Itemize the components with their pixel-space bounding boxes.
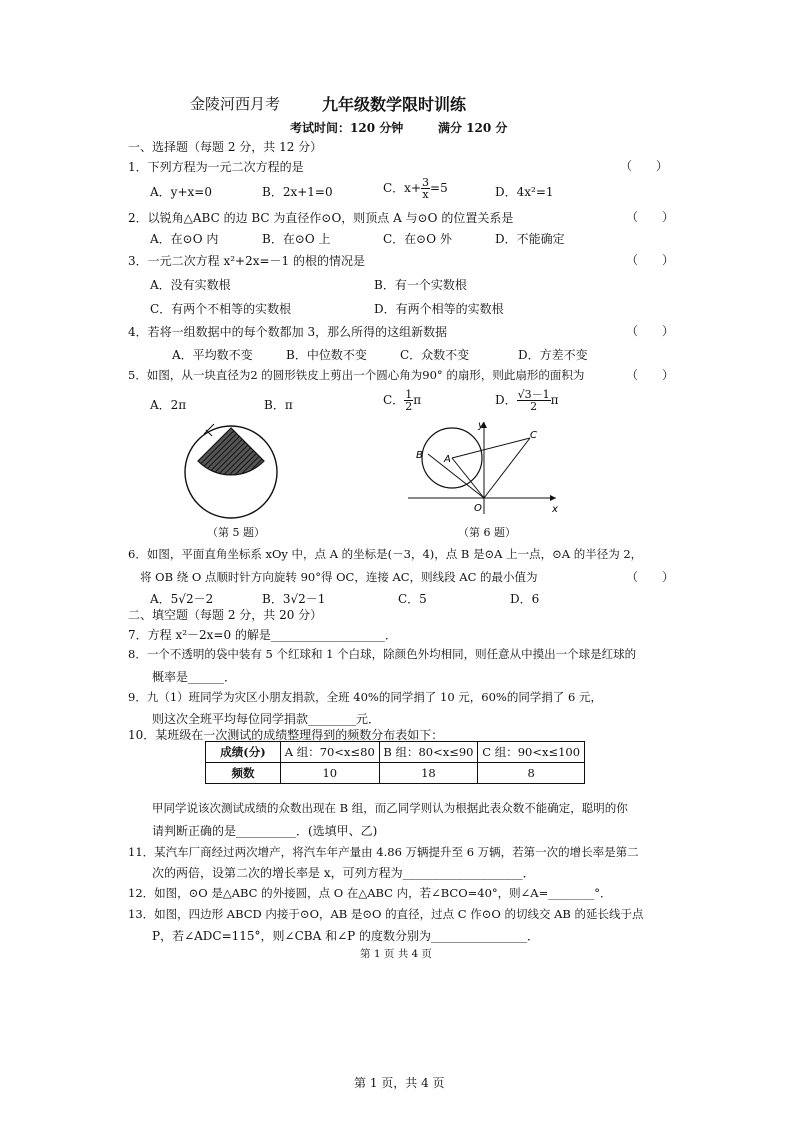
fig6-caption: （第 6 题） [458,526,516,539]
fraction-numerator: 1 [405,388,413,401]
q12[interactable]: 12．如图，⊙O 是△ABC 的外接圆，点 O 在△ABC 内，若∠BCO=40°，则∠A=________°． [128,886,612,900]
q8-line1: 8．一个不透明的袋中装有 5 个红球和 1 个白球，除颜色外均相同，则任意从中摸出一个球是红球的 [128,647,637,661]
fraction-numerator: √3－1 [517,388,550,401]
fig6-label-y: y [478,420,484,431]
q10-line3[interactable]: 请判断正确的是__________．(选填甲、乙) [152,824,378,838]
q5-stem: 5．如图，从一块直径为2 的圆形铁皮上剪出一个圆心角为90° 的扇形，则此扇形的面积为 [128,368,585,382]
fraction-denominator: 2 [530,400,538,413]
fig6-label-b: B [416,450,423,461]
fraction-denominator: x [422,188,429,201]
q9-line1: 9．九（1）班同学为灾区小朋友捐款，全班 40%的同学捐了 10 元，60%的同学捐了 6 元， [128,690,602,704]
q3-answer-paren[interactable]: （ ） [626,253,675,267]
q6-option-a: A．5√2－2 [150,592,214,606]
inner-page-footer: 第 1 页 共 4 页 [360,948,433,960]
q2-option-a: A．在⊙O 内 [150,232,219,246]
fig5-sector [198,428,264,475]
fig6-segment-ao [452,458,484,498]
q5-option-d [495,389,559,412]
table-header-cell: A 组：70<x≤80 [281,742,380,763]
fraction-denominator: 2 [405,400,413,413]
q1-stem: 1．下列方程为一元二次方程的是 [128,160,304,174]
q7[interactable]: 7．方程 x²－2x=0 的解是___________________． [128,628,397,642]
table-header-cell: C 组：90<x≤100 [478,742,585,763]
q13-line1: 13．如图，四边形 ABCD 内接于⊙O，AB 是⊙O 的直径，过点 C 作⊙O 的切线交 AB 的延长线于点 [128,907,644,921]
q10-stem: 10．某班级在一次测试的成绩整理得到的频数分布表如下： [128,728,444,742]
figure-6 [408,414,568,520]
table-row [206,763,585,784]
q4-stem: 4．若将一组数据中的每个数都加 3，那么所得的这组新数据 [128,325,448,339]
q5-option-c [383,389,421,412]
fig6-segment-ac [452,438,530,458]
fig6-label-c: C [530,430,537,441]
q6-stem-line2: 将 OB 绕 O 点顺时针方向旋转 90°得 OC，连接 AC，则线段 AC 的最小值为 [140,570,538,584]
table-cell: 18 [379,763,478,784]
q5-option-b: B．π [264,398,293,412]
exam-time: 考试时间：120 分钟 [290,121,404,135]
section1-heading: 一、选择题（每题 2 分，共 12 分） [128,140,323,154]
fig5-caption: （第 5 题） [207,526,265,539]
q2-stem: 2．以锐角△ABC 的边 BC 为直径作⊙O，则顶点 A 与⊙O 的位置关系是 [128,211,514,225]
table-cell: 10 [281,763,380,784]
q5-answer-paren[interactable]: （ ） [626,368,675,382]
q1-option-a: A．y+x=0 [150,185,212,199]
q6-answer-paren[interactable]: （ ） [626,570,675,584]
q6-stem-line1: 6．如图，平面直角坐标系 xOy 中，点 A 的坐标是(－3，4)，点 B 是⊙A 上一点，⊙A 的半径为 2， [128,547,643,561]
page-footer: 第 1 页，共 4 页 [354,1076,445,1090]
q11-line1: 11．某汽车厂商经过两次增产，将汽车年产量由 4.86 万辆提升至 6 万辆，若第一次的增长率是第二 [128,845,639,859]
q5-option-d-tail: π [550,393,559,407]
q1-option-d: D．4x²=1 [495,185,554,199]
fig6-label-o: O [474,503,482,514]
q5-option-c-fraction [404,389,413,412]
q9-line2[interactable]: 则这次全班平均每位同学捐款________元． [152,712,381,726]
q3-option-d: D．有两个相等的实数根 [374,302,504,316]
table-header-cell: 成绩(分) [206,742,281,763]
q1-option-c-tail: =5 [430,181,448,195]
table-header-cell: B 组：80<x≤90 [379,742,478,763]
q1-answer-paren[interactable]: （ ） [620,159,669,173]
full-score: 满分 120 分 [438,121,508,135]
q3-stem: 3．一元二次方程 x²+2x=－1 的根的情况是 [128,254,365,268]
q5-option-d-text: D． [495,393,517,407]
section2-heading: 二、填空题（每题 2 分，共 20 分） [128,608,323,622]
q4-option-c: C．众数不变 [400,348,470,362]
q1-option-c-text: C．x+ [383,181,422,195]
page-title: 九年级数学限时训练 [322,95,467,114]
q10-line2: 甲同学说该次测试成绩的众数出现在 B 组，而乙同学则认为根据此表众数不能确定，聪明的你 [152,801,628,815]
q2-option-c: C．在⊙O 外 [383,232,452,246]
fig6-segment-oc [484,438,530,498]
table-row [206,742,585,763]
fraction-numerator: 3 [422,176,430,189]
q1-option-c-fraction [421,177,430,200]
q4-answer-paren[interactable]: （ ） [626,324,675,338]
q5-option-d-fraction [517,389,551,412]
q11-line2[interactable]: 次的两倍，设第二次的增长率是 x，可列方程为____________________． [152,866,535,880]
table-cell: 8 [478,763,585,784]
q3-option-c: C．有两个不相等的实数根 [150,302,292,316]
table-row-label: 频数 [206,763,281,784]
q6-option-b: B．3√2－1 [262,592,326,606]
figure-5 [176,420,286,520]
q2-option-d: D．不能确定 [495,232,565,246]
q4-option-b: B．中位数不变 [286,348,367,362]
q5-option-c-text: C． [383,393,405,407]
q3-option-a: A．没有实数根 [150,278,231,292]
q1-option-b: B．2x+1=0 [262,185,333,199]
q2-option-b: B．在⊙O 上 [262,232,331,246]
q4-option-d: D．方差不变 [518,348,588,362]
q5-option-c-tail: π [413,393,422,407]
q6-option-c: C．5 [398,592,427,606]
school-name: 金陵河西月考 [190,95,281,113]
q3-option-b: B．有一个实数根 [374,278,467,292]
q13-line2[interactable]: P，若∠ADC=115°，则∠CBA 和∠P 的度数分别为________________． [152,929,540,943]
q8-line2[interactable]: 概率是______． [152,670,237,684]
fig6-label-x: x [552,504,558,515]
q6-option-d: D．6 [510,592,540,606]
fig6-label-a: A [444,454,451,465]
q2-answer-paren[interactable]: （ ） [626,210,675,224]
q4-option-a: A．平均数不变 [172,348,253,362]
frequency-table [205,741,585,784]
q5-option-a: A．2π [150,398,187,412]
q1-option-c [383,177,448,200]
fig6-x-arrow [550,495,556,501]
